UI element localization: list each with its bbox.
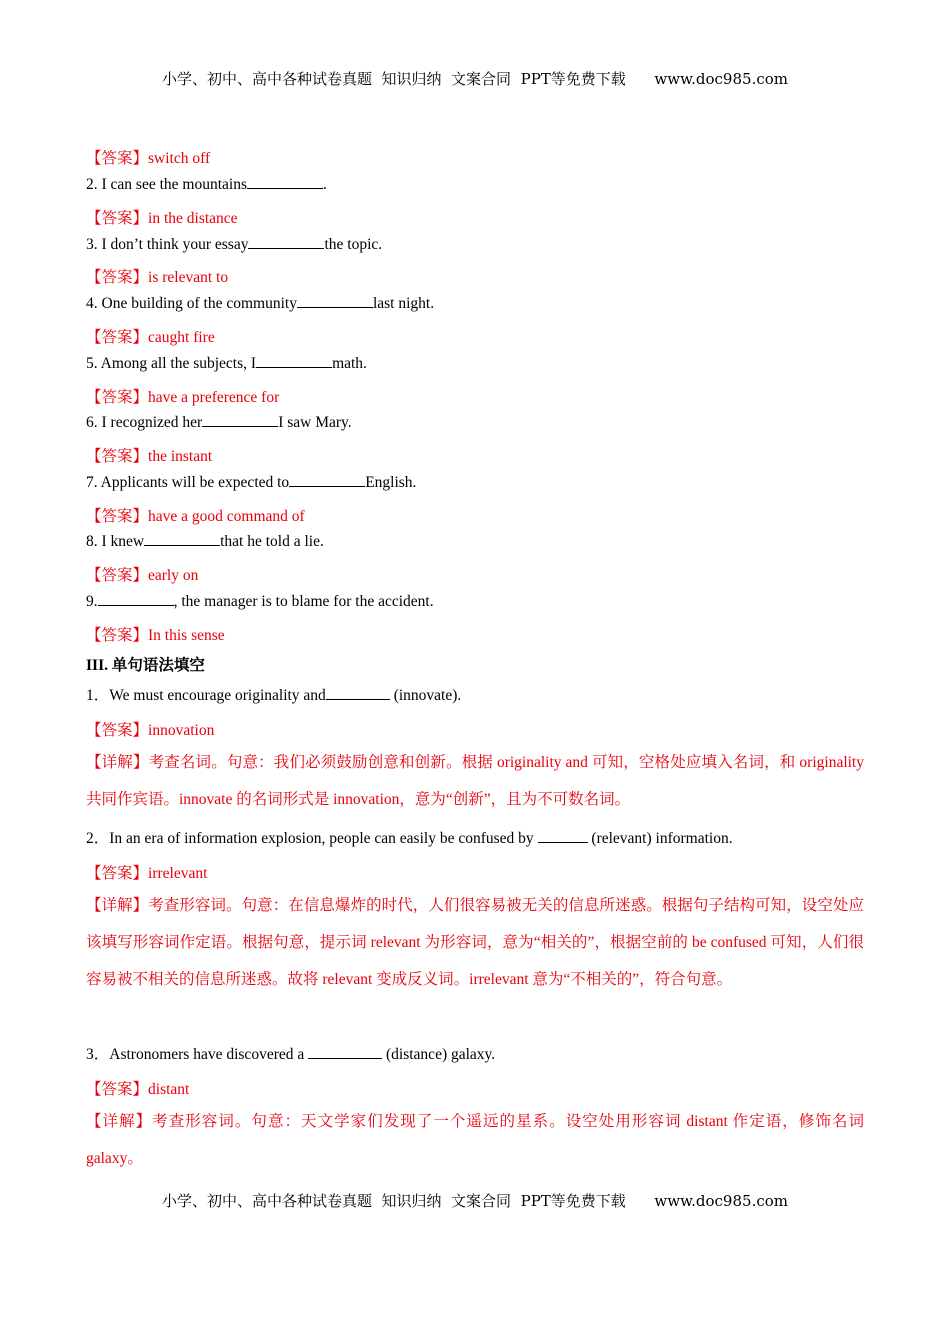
section-title: III. 单句语法填空 [86,657,205,674]
answer-text: have a preference for [148,389,280,406]
detail-paragraph: 【详解】考查形容词。句意：天文学家们发现了一个遥远的星系。设空处用形容词 distant 作定语，修饰名词 galaxy。 [86,1113,864,1167]
answer-line: 【答案】innovation [86,722,215,739]
question-line: 4. One building of the community last night. [86,295,435,312]
answer-blank [202,414,278,427]
answer-line: 【答案】in the distance [86,210,238,227]
answer-blank [98,593,174,606]
answer-text: is relevant to [148,269,229,286]
answer-blank [247,176,323,189]
answer-text: In this sense [148,627,225,644]
detail-paragraph: 【详解】考查形容词。句意：在信息爆炸的时代，人们很容易被无关的信息所迷惑。根据句子结构可知，设空处应该填写形容词作定语。根据句意，提示词 relevant 为形容词，意为“相关的”，根据空前的 be confused 可知，人们很容易被不相关的信息所迷惑。故将 relevant 变成反义词。irrelevant 意为“不相关的”，符合句意。 [86,897,864,988]
answer-line: 【答案】early on [86,567,199,584]
answer-line: 【答案】is relevant to [86,269,229,286]
answer-blank [248,236,324,249]
question-line: 3. I don’t think your essay the topic. [86,236,383,253]
question-line: 6. I recognized her I saw Mary. [86,414,352,431]
question-line: 7. Applicants will be expected to English. [86,474,417,491]
answer-blank [308,1046,382,1059]
question-line: 9. , the manager is to blame for the accident. [86,593,434,610]
answer-line: 【答案】irrelevant [86,865,208,882]
answer-text: in the distance [148,210,238,227]
answer-text: innovation [148,722,215,739]
answer-line: 【答案】the instant [86,448,213,465]
answer-blank [297,295,373,308]
answer-blank [326,687,390,700]
question-line: 3．Astronomers have discovered a (distance) galaxy. [86,1046,496,1063]
answer-line: 【答案】switch off [86,150,211,167]
answer-text: switch off [148,150,211,167]
answer-text: irrelevant [148,865,208,882]
question-line: 8. I knew that he told a lie. [86,533,324,550]
answer-blank [289,474,365,487]
answer-line: 【答案】distant [86,1081,190,1098]
answer-text: distant [148,1081,190,1098]
answer-line: 【答案】caught fire [86,329,215,346]
answer-text: early on [148,567,199,584]
question-line: 5. Among all the subjects, I math. [86,355,367,372]
answer-text: the instant [148,448,213,465]
page-footer: 小学、初中、高中各种试卷真题 知识归纳 文案合同 PPT等免费下载 www.doc985.com [161,1192,788,1210]
question-line: 2. I can see the mountains . [86,176,327,193]
question-line: 1．We must encourage originality and (innovate). [86,687,462,704]
answer-line: 【答案】have a good command of [86,508,305,525]
answer-text: caught fire [148,329,215,346]
answer-blank [144,533,220,546]
page-header: 小学、初中、高中各种试卷真题 知识归纳 文案合同 PPT等免费下载 www.doc985.com [161,70,788,88]
answer-blank [538,830,588,843]
answer-text: have a good command of [148,508,305,525]
detail-paragraph: 【详解】考查名词。句意：我们必须鼓励创意和创新。根据 originality and 可知，空格处应填入名词，和 originality 共同作宾语。innovate 的名词形式是 innovation，意为“创新”，且为不可数名词。 [86,754,864,808]
answer-blank [256,355,332,368]
question-line: 2．In an era of information explosion, people can easily be confused by (relevant) information. [86,830,733,847]
answer-line: 【答案】In this sense [86,627,225,644]
answer-line: 【答案】have a preference for [86,389,280,406]
